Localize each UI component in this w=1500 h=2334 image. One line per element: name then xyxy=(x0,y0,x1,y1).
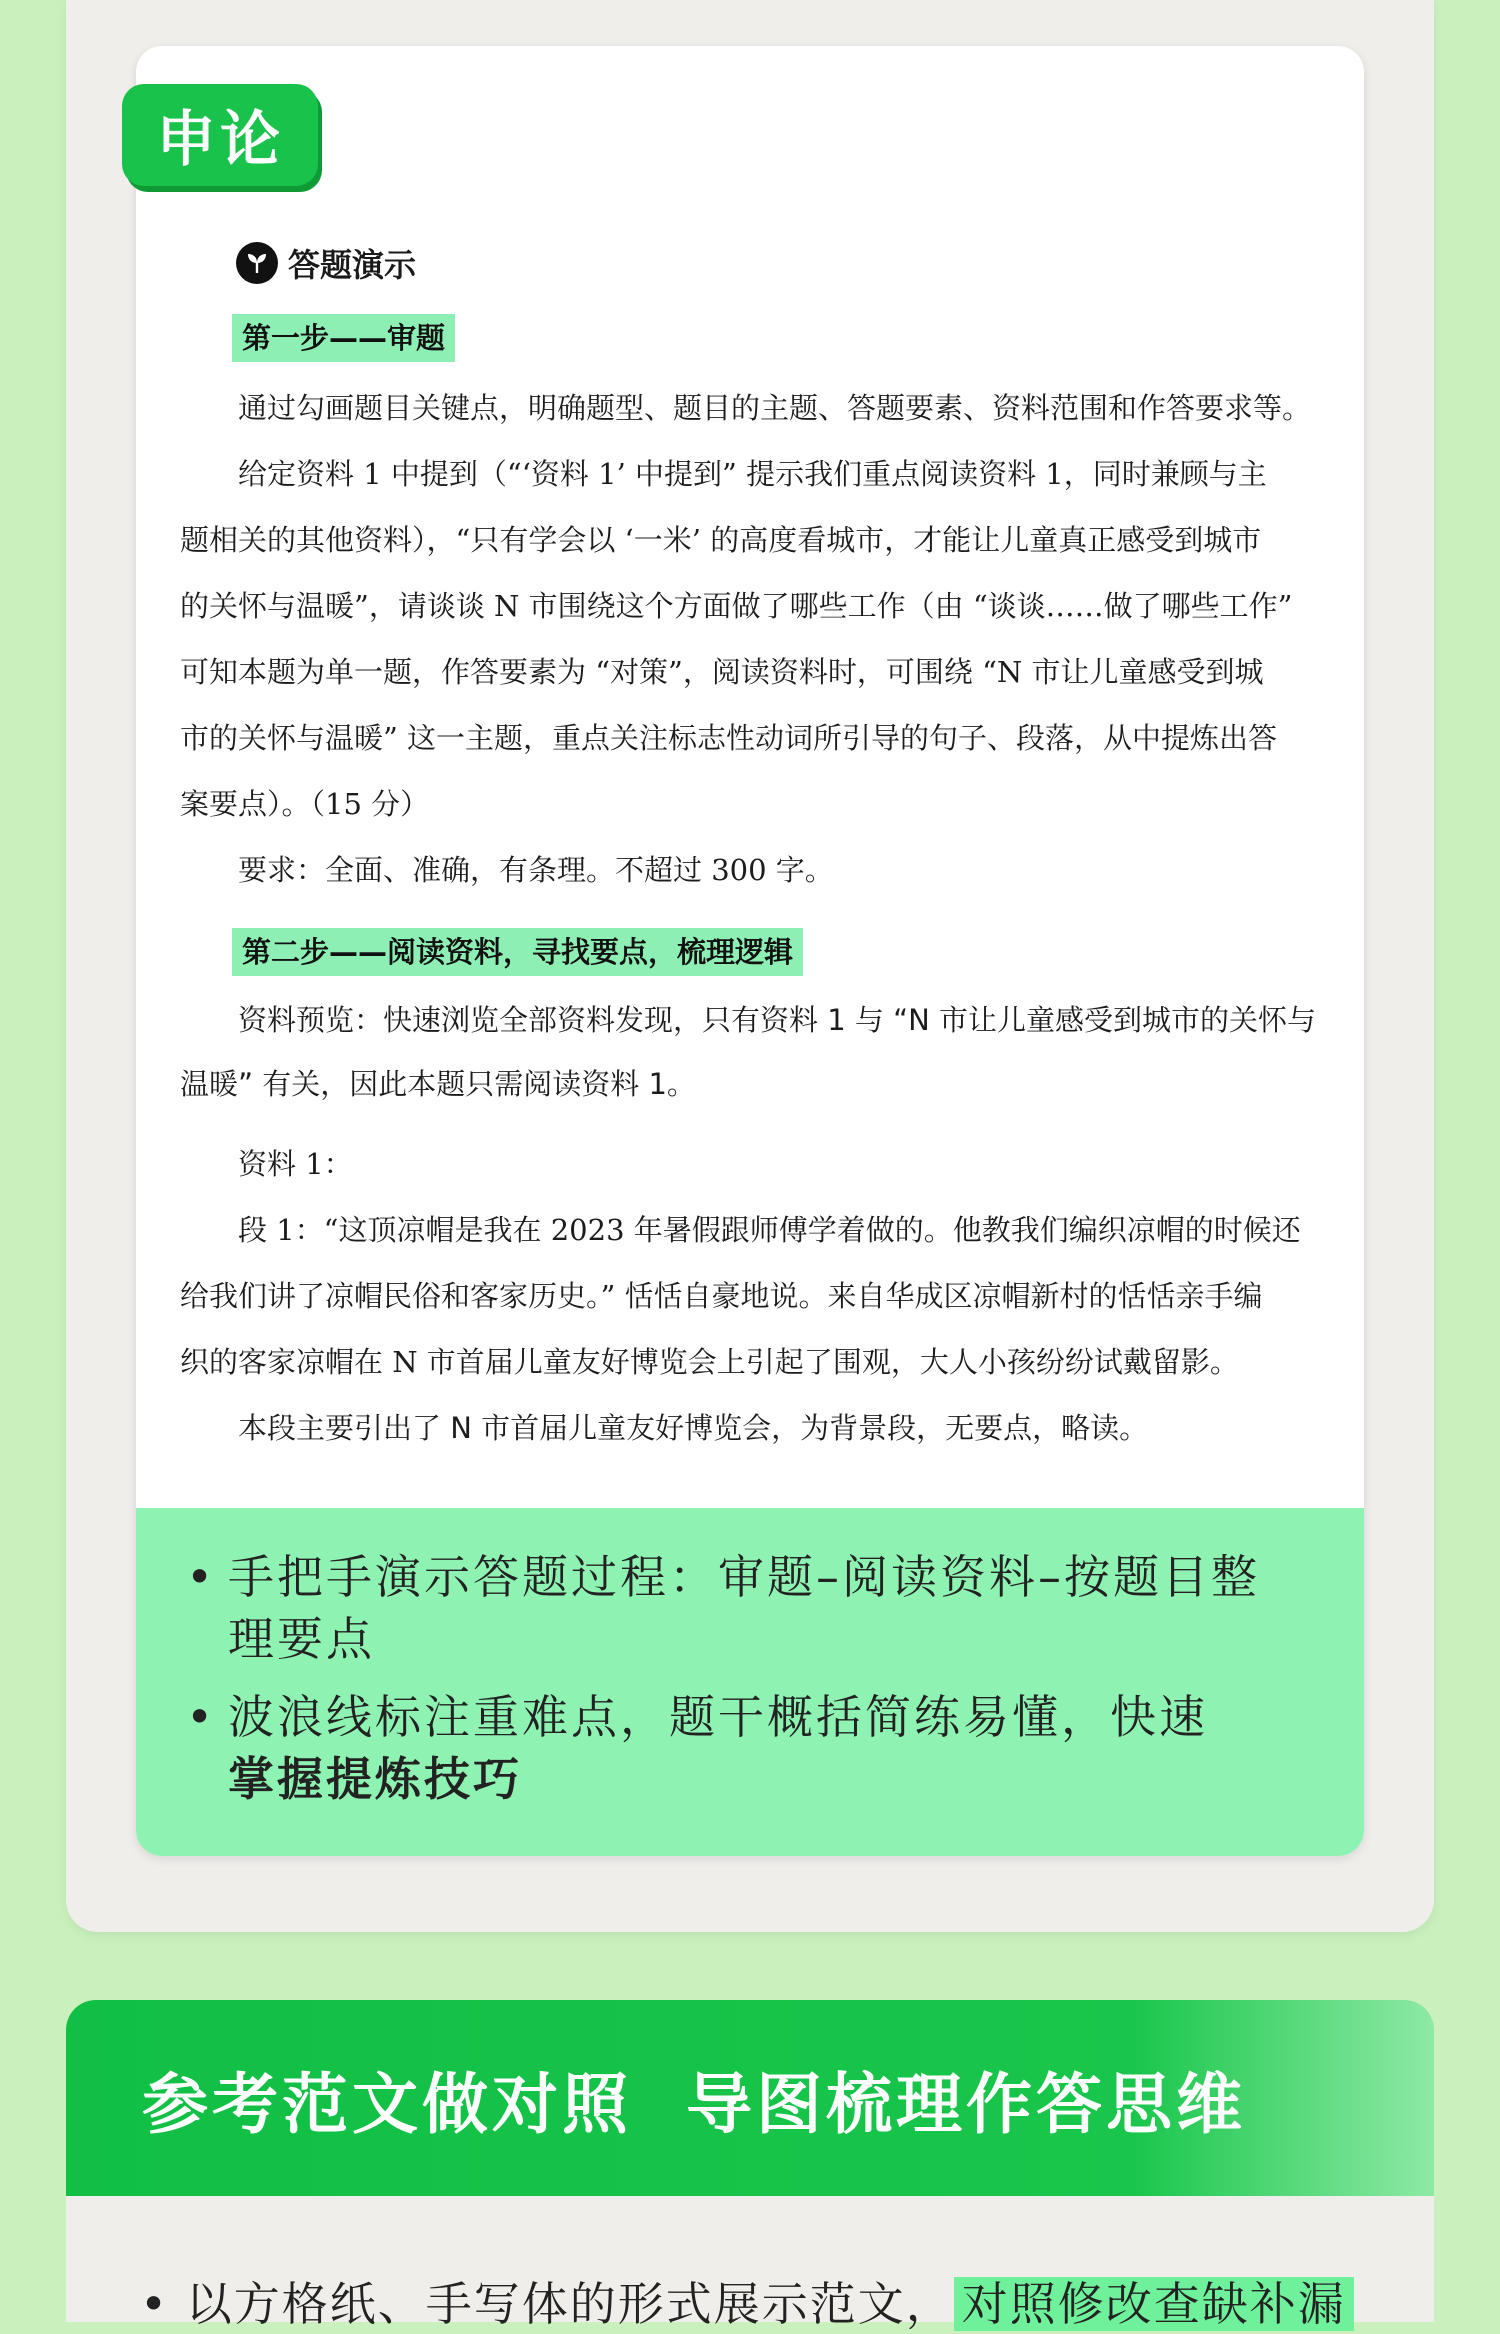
bullet-dot-icon: • xyxy=(186,1550,217,1604)
summary-bullet-2-line-1: 波浪线标注重难点，题干概括简练易懂，快速 xyxy=(228,1690,1208,1744)
sprout-icon xyxy=(236,242,278,284)
step1-paragraph-2-line-4: 可知本题为单一题，作答要素为 “对策”，阅读资料时，可围绕 “N 市让儿童感受到城 xyxy=(180,655,1264,689)
summary-bullet-2 xyxy=(186,1686,1208,1810)
summary-box xyxy=(136,1508,1364,1856)
step1-paragraph-2-line-3: 的关怀与温暖”，请谈谈 N 市围绕这个方面做了哪些工作（由 “谈谈……做了哪些工作” xyxy=(180,589,1293,623)
step1-label: 第一步——审题 xyxy=(232,314,455,362)
lower-bullet-text: 以方格纸、手写体的形式展示范文， xyxy=(185,2277,954,2331)
step1-paragraph-2-line-2: 题相关的其他资料），“只有学会以 ‘一米’ 的高度看城市，才能让儿童真正感受到城市 xyxy=(180,523,1262,557)
bullet-dot-icon: • xyxy=(186,1690,217,1744)
step2-preview-line-2: 温暖” 有关，因此本题只需阅读资料 1。 xyxy=(180,1067,696,1101)
section-banner xyxy=(66,2000,1434,2196)
step1-requirement: 要求：全面、准确，有条理。不超过 300 字。 xyxy=(238,853,834,887)
summary-bullet-1-line-2: 理要点 xyxy=(228,1612,375,1666)
segment-line-1: 段 1：“这顶凉帽是我在 2023 年暑假跟师傅学着做的。他教我们编织凉帽的时候还 xyxy=(238,1213,1301,1247)
step1-paragraph-2-line-1: 给定资料 1 中提到（“‘资料 1’ 中提到” 提示我们重点阅读资料 1，同时兼顾与主 xyxy=(238,457,1267,491)
summary-bullet-1 xyxy=(186,1546,1260,1670)
segment-note: 本段主要引出了 N 市首届儿童友好博览会，为背景段，无要点，略读。 xyxy=(238,1411,1149,1445)
demo-title-text: 答题演示 xyxy=(288,246,417,284)
step1-paragraph-1: 通过勾画题目关键点，明确题型、题目的主题、答题要素、资料范围和作答要求等。 xyxy=(238,391,1312,425)
material-title: 资料 1： xyxy=(238,1147,353,1181)
summary-bullet-2-line-2: 掌握提炼技巧 xyxy=(228,1752,522,1806)
step2-label: 第二步——阅读资料，寻找要点，梳理逻辑 xyxy=(232,928,803,976)
step1-paragraph-2-line-6: 案要点）。（15 分） xyxy=(180,787,430,821)
banner-title: 参考范文做对照 导图梳理作答思维 xyxy=(142,2065,1246,2143)
step1-paragraph-2-line-5: 市的关怀与温暖” 这一主题，重点关注标志性动词所引导的句子、段落，从中提炼出答 xyxy=(180,721,1278,755)
summary-bullet-1-line-1: 手把手演示答题过程：审题–阅读资料–按题目整 xyxy=(228,1550,1260,1604)
bullet-dot-icon: • xyxy=(140,2277,186,2331)
step2-preview-line-1: 资料预览：快速浏览全部资料发现，只有资料 1 与 “N 市让儿童感受到城市的关怀与 xyxy=(238,1003,1317,1037)
segment-line-3: 织的客家凉帽在 N 市首届儿童友好博览会上引起了围观，大人小孩纷纷试戴留影。 xyxy=(180,1345,1239,1379)
section-tag: 申论 xyxy=(122,84,318,186)
segment-line-2: 给我们讲了凉帽民俗和客家历史。” 恬恬自豪地说。来自华成区凉帽新村的恬恬亲手编 xyxy=(180,1279,1263,1313)
lower-bullet-highlight: 对照修改查缺补漏 xyxy=(954,2277,1354,2331)
lower-bullet xyxy=(140,2268,1354,2334)
demo-title xyxy=(236,240,416,286)
